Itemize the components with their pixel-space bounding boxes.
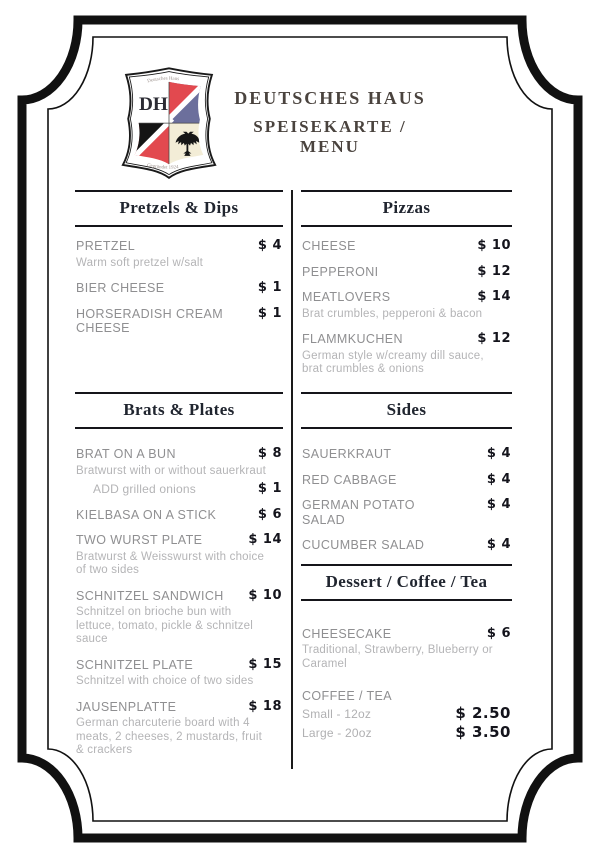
crest-arc-top-text: Deutsches Haus <box>146 76 180 85</box>
item-name: HORSERADISH CREAM CHEESE <box>76 306 224 335</box>
menu-item-addon <box>76 482 282 497</box>
item-name: ADD grilled onions <box>93 482 196 496</box>
size-price: $ 3.50 <box>455 722 511 741</box>
item-price: $ 6 <box>486 625 511 641</box>
deutsches-haus-crest <box>115 63 223 181</box>
menu-item <box>302 627 511 672</box>
item-price: $ 4 <box>257 238 282 253</box>
section-title: Sides <box>386 400 427 419</box>
menu-item <box>302 290 511 321</box>
item-price: $ 4 <box>486 446 511 461</box>
item-desc: Bratwurst & Weisswurst with choice of two sides <box>76 550 265 576</box>
item-price: $ 12 <box>477 263 511 279</box>
item-name: SCHNITZEL SANDWICH <box>76 588 224 603</box>
item-name: CHEESE <box>302 239 356 253</box>
crest-monogram: DH <box>138 94 168 116</box>
item-name: PRETZEL <box>76 239 136 253</box>
menu-item <box>76 281 282 296</box>
item-price: $ 4 <box>486 497 511 512</box>
section-title: Pizzas <box>382 198 431 217</box>
menu-item <box>302 498 511 527</box>
section-header <box>301 392 512 429</box>
item-name: BRAT ON A BUN <box>76 447 176 461</box>
item-name: KIELBASA ON A STICK <box>76 507 217 522</box>
crest-arc-bottom-text: Gegründet 1924 <box>146 163 179 171</box>
menu-column-right <box>301 190 512 769</box>
item-price: $ 10 <box>477 238 511 253</box>
item-desc: Warm soft pretzel w/salt <box>76 256 204 269</box>
item-name: SAUERKRAUT <box>302 447 392 461</box>
section-title: Brats & Plates <box>123 400 235 419</box>
menu-item <box>302 538 511 553</box>
menu-item <box>76 589 282 647</box>
item-price: $ 4 <box>486 537 511 552</box>
item-price: $ 10 <box>248 587 282 603</box>
item-desc: Schnitzel on brioche bun with lettuce, tomato, pickle & schnitzel sauce <box>76 606 254 645</box>
item-price: $ 1 <box>257 481 282 496</box>
item-name: JAUSENPLATTE <box>76 699 177 714</box>
item-desc: German charcuterie board with 4 meats, 2 cheeses, 2 mustards, fruit & crackers <box>76 717 262 756</box>
item-name: BIER CHEESE <box>76 281 165 295</box>
section-brats-plates <box>75 392 283 769</box>
item-desc: Bratwurst with or without sauerkraut <box>76 464 266 477</box>
section-dessert-coffee-tea <box>301 564 512 753</box>
menu-item <box>302 265 511 280</box>
item-name: SCHNITZEL PLATE <box>76 657 194 672</box>
menu-item <box>76 700 282 758</box>
menu-item <box>76 447 282 478</box>
item-name: TWO WURST PLATE <box>76 533 203 547</box>
item-price: $ 6 <box>257 506 282 522</box>
item-name: CUCUMBER SALAD <box>302 538 425 552</box>
item-name: RED CABBAGE <box>302 472 397 487</box>
menu-body <box>75 190 512 769</box>
item-desc: Brat crumbles, pepperoni & bacon <box>302 307 483 320</box>
menu-item <box>302 689 511 742</box>
item-name: COFFEE / TEA <box>302 689 392 703</box>
item-desc: Traditional, Strawberry, Blueberry or Caramel <box>302 644 493 670</box>
section-header <box>301 564 512 601</box>
item-name: CHEESECAKE <box>302 626 392 641</box>
menu-item <box>76 239 282 270</box>
section-header <box>75 392 283 429</box>
section-title: Dessert / Coffee / Tea <box>325 571 488 591</box>
item-price: $ 12 <box>477 331 511 346</box>
menu-item <box>302 447 511 462</box>
menu-item <box>76 508 282 523</box>
page-subtitle: SPEISEKARTE / MENU <box>253 117 407 156</box>
item-price: $ 4 <box>486 471 511 487</box>
item-price: $ 1 <box>257 305 282 321</box>
menu-item <box>76 307 282 336</box>
size-label: Large - 20oz <box>302 725 372 740</box>
menu-item <box>302 332 511 377</box>
section-sides <box>301 392 512 564</box>
size-price: $ 2.50 <box>455 703 511 722</box>
section-header <box>75 190 283 227</box>
size-label: Small - 12oz <box>302 706 372 721</box>
section-pizzas <box>301 190 512 392</box>
menu-column-left <box>75 190 283 769</box>
section-pretzels-dips <box>75 190 283 392</box>
item-name: FLAMMKUCHEN <box>302 332 403 346</box>
item-desc: Schnitzel with choice of two sides <box>76 675 254 687</box>
item-price: $ 18 <box>248 698 282 714</box>
menu-item <box>302 239 511 254</box>
column-divider <box>291 190 293 769</box>
section-header <box>301 190 512 227</box>
item-price: $ 1 <box>257 280 282 295</box>
item-name: GERMAN POTATO SALAD <box>302 498 415 527</box>
item-price: $ 14 <box>248 532 282 547</box>
menu-item <box>76 658 282 689</box>
item-price: $ 8 <box>257 446 282 461</box>
item-desc: German style w/creamy dill sauce, brat crumbles & onions <box>302 349 484 375</box>
item-price: $ 14 <box>477 289 511 304</box>
item-name: PEPPERONI <box>302 264 379 279</box>
page-title: DEUTSCHES HAUS <box>234 88 426 108</box>
header-titles <box>222 88 438 157</box>
menu-item <box>302 473 511 488</box>
menu-item <box>76 533 282 578</box>
item-name: MEATLOVERS <box>302 290 391 304</box>
section-title: Pretzels & Dips <box>119 198 239 217</box>
item-price: $ 15 <box>248 656 282 672</box>
